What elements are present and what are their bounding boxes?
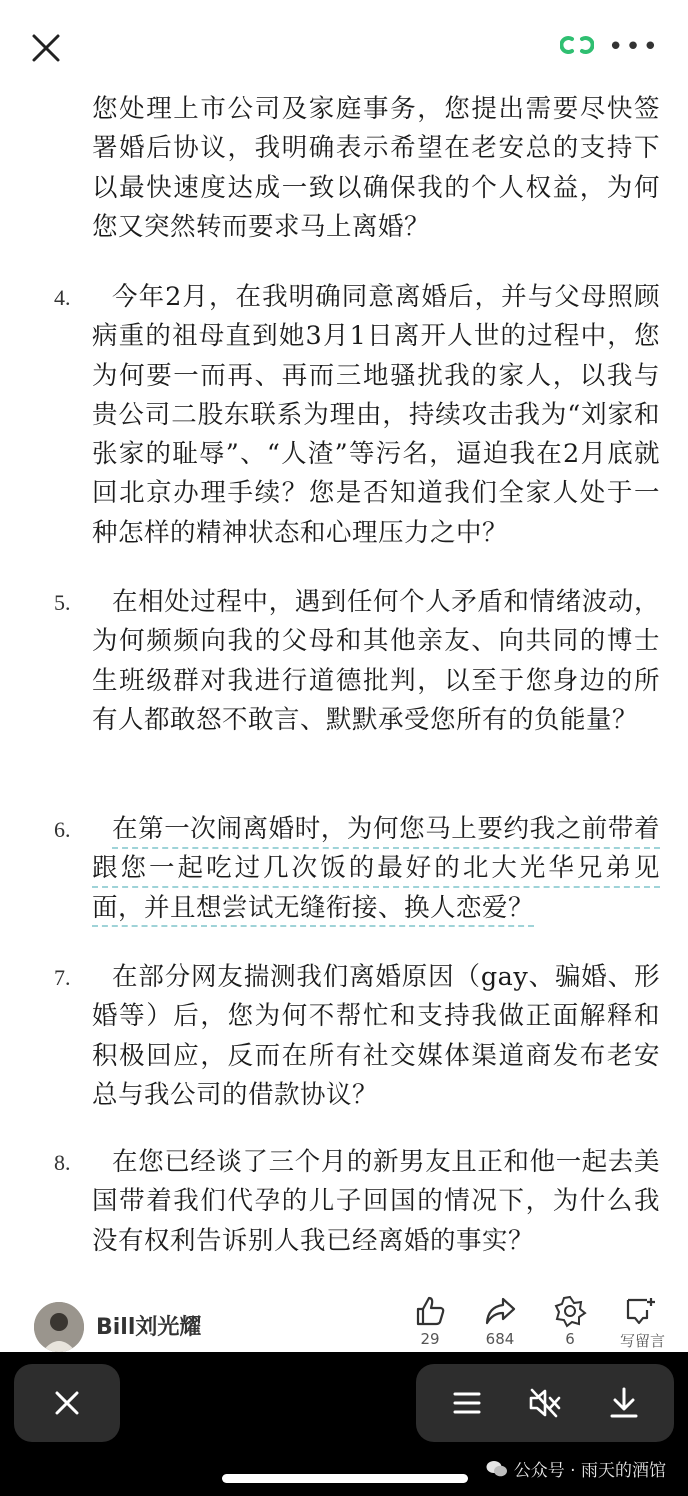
action-buttons (410, 1294, 666, 1351)
mute-icon[interactable] (528, 1387, 562, 1423)
home-indicator[interactable] (222, 1474, 468, 1483)
player-close-button[interactable] (14, 1364, 120, 1442)
list-icon[interactable] (452, 1388, 482, 1422)
wow-count: 6 (565, 1330, 575, 1348)
author-name[interactable]: Bill刘光耀 (96, 1315, 202, 1340)
wechat-icon (486, 1460, 508, 1478)
player-controls (416, 1364, 674, 1442)
item-text: 在您已经谈了三个月的新男友且正和他一起去美国带着我们代孕的儿子回国的情况下，为什么我没有权利告诉别人我已经离婚的事实？ (92, 1147, 660, 1256)
download-icon[interactable] (608, 1386, 640, 1424)
item-number: 8. (54, 1150, 71, 1175)
thumbs-up-icon (413, 1294, 447, 1328)
top-right-controls (560, 34, 660, 60)
watermark-text: 公众号 · 雨天的酒馆 (513, 1461, 666, 1481)
wow-button[interactable] (550, 1294, 590, 1351)
top-bar (0, 0, 688, 96)
comment-label: 写留言 (620, 1332, 666, 1350)
close-icon (52, 1388, 82, 1418)
floating-window-icon[interactable] (560, 35, 594, 59)
comment-button[interactable] (620, 1294, 666, 1351)
like-button[interactable] (410, 1294, 450, 1351)
comment-icon (623, 1294, 657, 1328)
close-icon[interactable] (28, 30, 64, 66)
item-text: 在部分网友揣测我们离婚原因（gay、骗婚、形婚等）后，您为何不帮忙和支持我做正面解释和积极回应，反而在所有社交媒体渠道商发布老安总与我公司的借款协议？ (92, 962, 660, 1110)
item-number: 5. (54, 590, 71, 615)
paragraph-text: 您处理上市公司及家庭事务，您提出需要尽快签署婚后协议，我明确表示希望在老安总的支持下以最快速度达成一致以确保我的个人权益，为何您又突然转而要求马上离婚？ (92, 94, 660, 242)
like-count: 29 (420, 1330, 440, 1348)
item-number: 4. (54, 285, 71, 310)
more-options-icon[interactable]: ••• (607, 32, 660, 62)
item-text: 在相处过程中，遇到任何个人矛盾和情绪波动，为何频频向我的父母和其他亲友、向共同的博士生班级群对我进行道德批判，以至于您身边的所有人都敢怒不敢言、默默承受您所有的负能量？ (92, 587, 660, 735)
paragraph-continuation (92, 90, 660, 247)
item-number: 6. (54, 817, 71, 842)
share-button[interactable] (480, 1294, 520, 1351)
share-count: 684 (485, 1330, 515, 1348)
share-icon (483, 1294, 517, 1328)
wow-icon (553, 1294, 587, 1328)
avatar[interactable] (34, 1302, 84, 1352)
watermark (486, 1456, 666, 1481)
item-text: 今年2月，在我明确同意离婚后，并与父母照顾病重的祖母直到她3月1日离开人世的过程中，您为何要一而再、再而三地骚扰我的家人，以我与贵公司二股东联系为理由，持续攻击我为“刘家和张家的耻辱”、“人渣”等污名，逼迫我在2月底就回北京办理手续？您是否知道我们全家人处于一种怎样的精神状态和心理压力之中？ (92, 282, 660, 548)
item-text: 在第一次闹离婚时，为何您马上要约我之前带着跟您一起吃过几次饭的最好的北大光华兄弟见面，并且想尝试无缝衔接、换人恋爱？ (92, 814, 660, 923)
player-bar (0, 1352, 688, 1496)
item-number: 7. (54, 965, 71, 990)
